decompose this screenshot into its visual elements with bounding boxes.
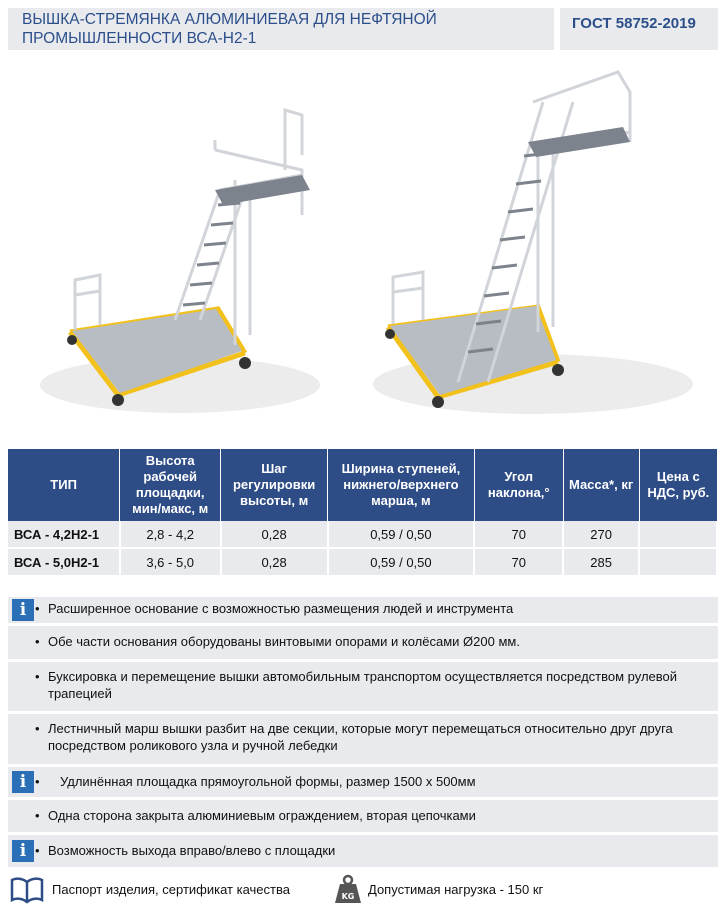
column-header-width: Ширина ступеней, нижнего/верхнего марша, м (328, 449, 475, 521)
feature-text: Обе части основания оборудованы винтовыми опорами и колёсами Ø200 мм. (48, 634, 520, 649)
passport-text: Паспорт изделия, сертификат качества (52, 882, 290, 897)
feature-text: Удлинённая площадка прямоугольной формы, размер 1500 х 500мм (60, 774, 476, 789)
table-row (8, 548, 717, 576)
cell-mass: 285 (563, 548, 639, 576)
feature-item (8, 767, 718, 797)
feature-item (8, 835, 718, 867)
cell-mass: 270 (563, 521, 639, 548)
weight-icon (333, 874, 363, 904)
cell-type: ВСА - 5,0Н2-1 (8, 548, 120, 576)
product-image-5-0 (368, 62, 698, 420)
feature-item (8, 626, 718, 659)
spec-table (8, 449, 718, 577)
cell-height: 3,6 - 5,0 (120, 548, 221, 576)
bullet: • (35, 721, 40, 736)
bullet: • (35, 808, 40, 823)
feature-item (8, 662, 718, 711)
bullet: • (35, 601, 40, 616)
cell-angle: 70 (474, 548, 563, 576)
cell-width: 0,59 / 0,50 (328, 548, 475, 576)
book-icon (10, 876, 44, 904)
column-header-price: Цена с НДС, руб. (639, 449, 717, 521)
cell-price (639, 521, 717, 548)
cell-height: 2,8 - 4,2 (120, 521, 221, 548)
table-header-row (8, 449, 717, 521)
table-row (8, 521, 717, 548)
cell-width: 0,59 / 0,50 (328, 521, 475, 548)
feature-item (8, 597, 718, 623)
info-icon: i (12, 771, 34, 793)
weight-icon-label: KG (341, 892, 355, 901)
column-header-step: Шаг регулировки высоты, м (221, 449, 328, 521)
feature-text: Расширенное основание с возможностью размещения людей и инструмента (48, 601, 514, 616)
feature-text: Одна сторона закрыта алюминиевым ограждением, вторая цепочками (48, 808, 476, 823)
bullet: • (35, 634, 40, 649)
bullet: • (35, 774, 40, 789)
column-header-angle: Угол наклона,° (474, 449, 563, 521)
feature-text: Лестничный марш вышки разбит на две секции, которые могут перемещаться относительно друг друга посредством роликового узла и ручной лебедки (48, 721, 673, 753)
info-icon: i (12, 599, 34, 621)
feature-item (8, 714, 718, 764)
cell-price (639, 548, 717, 576)
cell-type: ВСА - 4,2Н2-1 (8, 521, 120, 548)
feature-text: Возможность выхода вправо/влево с площадки (48, 843, 336, 858)
cell-step: 0,28 (221, 548, 328, 576)
load-text: Допустимая нагрузка - 150 кг (368, 882, 544, 897)
feature-item (8, 800, 718, 832)
cell-angle: 70 (474, 521, 563, 548)
bullet: • (35, 669, 40, 684)
column-header-mass: Масса*, кг (563, 449, 639, 521)
column-header-type: ТИП (8, 449, 120, 521)
page-title: ВЫШКА-СТРЕМЯНКА АЛЮМИНИЕВАЯ ДЛЯ НЕФТЯНОЙ ПРОМЫШЛЕННОСТИ ВСА-Н2-1 (22, 11, 437, 47)
product-image-4-2 (40, 95, 320, 420)
feature-text: Буксировка и перемещение вышки автомобильным транспортом осуществляется посредством рулевой трапецией (48, 669, 678, 701)
bullet: • (35, 843, 40, 858)
cell-step: 0,28 (221, 521, 328, 548)
gost-label: ГОСТ 58752-2019 (572, 15, 696, 32)
column-header-height: Высота рабочей площадки, мин/макс, м (120, 449, 221, 521)
info-icon: i (12, 840, 34, 862)
